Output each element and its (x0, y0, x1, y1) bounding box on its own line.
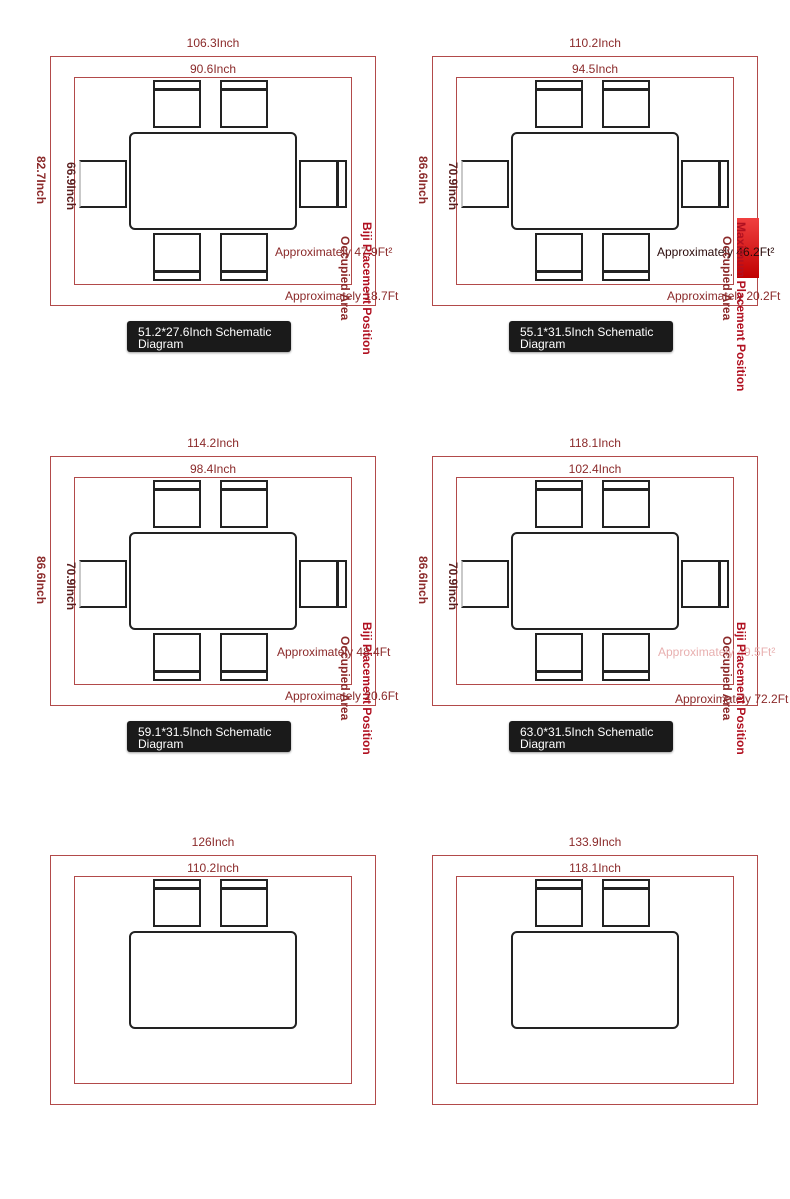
schematic-panel (382, 400, 789, 800)
placement-position-label: Biji Placement Position (360, 622, 374, 755)
outer-depth-label: 86.6Inch (416, 556, 430, 605)
chair (153, 80, 201, 128)
outer-width-label: 126Inch (191, 835, 235, 849)
perimeter-label: Approximately 20.2Ft (667, 289, 781, 303)
schematic-caption: 63.0*31.5Inch Schematic Diagram (509, 721, 673, 752)
schematic-panel (382, 799, 777, 1199)
schematic-panel (0, 799, 395, 1199)
inner-depth-label: 70.9Inch (446, 162, 460, 211)
placement-position-label: Biji Placement Position (734, 622, 748, 755)
outer-width-label: 114.2Inch (187, 436, 239, 450)
outer-width-label: 133.9Inch (568, 835, 622, 849)
chair (299, 160, 347, 208)
chair (602, 879, 650, 927)
chair (153, 480, 201, 528)
chair (299, 560, 347, 608)
chair (79, 160, 127, 208)
chair (535, 633, 583, 681)
outer-width-label: 118.1Inch (569, 436, 621, 450)
placement-position-label: Maximum Placement Position (734, 222, 748, 392)
chair (79, 560, 127, 608)
chair (153, 879, 201, 927)
outer-width-label: 106.3Inch (186, 36, 240, 50)
chair (220, 480, 268, 528)
occupied-area-label: Occupied Area (720, 236, 734, 321)
occupied-area-label: Occupied Area (720, 636, 734, 721)
chair (681, 560, 729, 608)
chair (535, 80, 583, 128)
inner-width-label: 102.4Inch (568, 462, 622, 476)
occupied-area-label: Occupied Area (338, 236, 352, 321)
occupied-area-label: Occupied Area (338, 636, 352, 721)
chair (153, 633, 201, 681)
inner-width-label: 118.1Inch (569, 861, 621, 875)
chair (681, 160, 729, 208)
schematic-panel (382, 0, 781, 400)
schematic-caption: 55.1*31.5Inch Schematic Diagram (509, 321, 673, 352)
placement-position-label: Biji Placement Position (360, 222, 374, 355)
dining-table (129, 532, 297, 630)
perimeter-label: Approximately 18.7Ft (285, 289, 399, 303)
area-label: Approximately 48.4Ft (277, 645, 391, 659)
outer-depth-label: 82.7Inch (34, 156, 48, 205)
dining-table (511, 532, 679, 630)
area-label: Approximately 46.2Ft² (657, 245, 775, 259)
area-label: Approximately 47.9Ft² (275, 245, 393, 259)
chair (153, 233, 201, 281)
chair (220, 879, 268, 927)
inner-width-label: 98.4Inch (189, 462, 237, 476)
chair (220, 80, 268, 128)
inner-depth-label: 70.9Inch (446, 562, 460, 611)
area-label: Approximately 49.5Ft² (658, 645, 776, 659)
chair (461, 160, 509, 208)
chair (220, 633, 268, 681)
chair (535, 879, 583, 927)
dining-table (511, 132, 679, 230)
perimeter-label: Approximately 20.6Ft (285, 689, 399, 703)
schematic-caption: 51.2*27.6Inch Schematic Diagram (127, 321, 291, 352)
chair (602, 480, 650, 528)
schematic-panel (0, 0, 399, 400)
inner-width-label: 94.5Inch (571, 62, 619, 76)
schematic-panel (0, 400, 399, 800)
chair (220, 233, 268, 281)
inner-width-label: 90.6Inch (189, 62, 237, 76)
chair (602, 233, 650, 281)
outer-width-label: 110.2Inch (569, 36, 621, 50)
dining-table (129, 132, 297, 230)
chair (535, 233, 583, 281)
outer-depth-label: 86.6Inch (416, 156, 430, 205)
chair (602, 80, 650, 128)
outer-depth-label: 86.6Inch (34, 556, 48, 605)
perimeter-label: Approximately 72.2Ft (675, 692, 789, 706)
chair (602, 633, 650, 681)
chair (461, 560, 509, 608)
schematic-caption: 59.1*31.5Inch Schematic Diagram (127, 721, 291, 752)
inner-width-label: 110.2Inch (187, 861, 239, 875)
inner-depth-label: 66.9Inch (64, 162, 78, 211)
inner-depth-label: 70.9Inch (64, 562, 78, 611)
chair (535, 480, 583, 528)
